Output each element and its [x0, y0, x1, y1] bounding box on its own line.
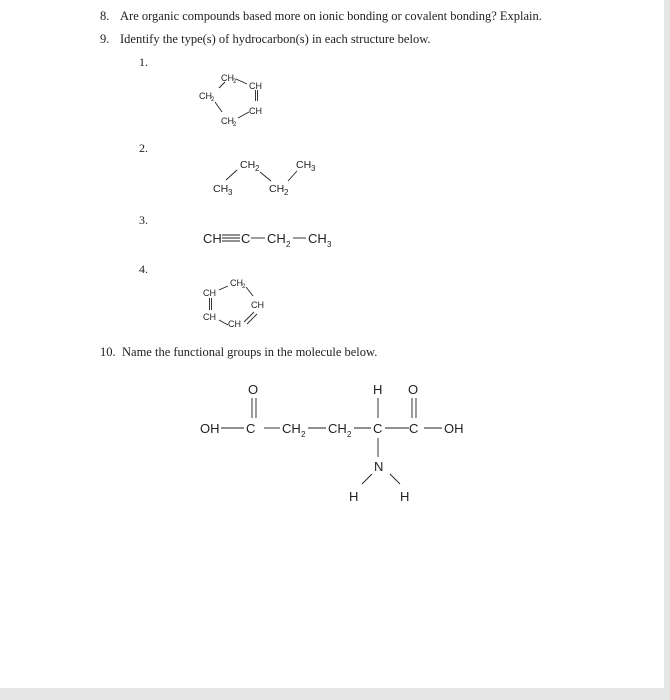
- question-8-text: Are organic compounds based more on ionic bonding or covalent bonding? Explain.: [120, 9, 542, 23]
- s1-ch2-top: CH: [221, 73, 234, 83]
- mol-n: N: [374, 459, 384, 474]
- s2-ch3-right: CH: [296, 159, 312, 171]
- s3-ch3: CH: [308, 231, 327, 246]
- s2-ch2-upper-sub: 2: [255, 164, 260, 173]
- mol-c1: C: [246, 421, 256, 436]
- s4-ch-bottom: CH: [228, 319, 241, 329]
- question-9-number: 9.: [100, 32, 110, 46]
- s3-ch2: CH: [267, 231, 286, 246]
- s3-ch2-sub: 2: [286, 240, 291, 249]
- mol-h-top: H: [373, 382, 383, 397]
- s3-c: C: [241, 231, 251, 246]
- s4-ch-right: CH: [251, 300, 264, 310]
- mol-ch2-a: CH: [282, 421, 301, 436]
- structure-3-number: 3.: [139, 213, 148, 227]
- mol-h-n-right: H: [400, 489, 410, 504]
- s1-ch2-top-sub: 2: [233, 79, 237, 85]
- mol-o1: O: [248, 382, 259, 397]
- right-edge-divider: [664, 0, 670, 700]
- question-8-number: 8.: [100, 9, 110, 23]
- s2-ch2-lower: CH: [269, 183, 285, 195]
- s1-ch2-bottom-sub: 2: [233, 122, 237, 128]
- s4-ch-left-bottom: CH: [203, 312, 216, 322]
- mol-ch2-a-sub: 2: [301, 430, 306, 439]
- s2-ch3-left-sub: 3: [228, 188, 233, 197]
- mol-c-alpha: C: [373, 421, 383, 436]
- s2-ch3-left: CH: [213, 183, 229, 195]
- s1-ch2-left: CH: [199, 91, 212, 101]
- mol-oh-left: OH: [200, 421, 220, 436]
- s1-ch2-left-sub: 2: [211, 97, 215, 103]
- question-9-text: Identify the type(s) of hydrocarbon(s) in each structure below.: [120, 32, 431, 46]
- s1-ch2-bottom: CH: [221, 116, 234, 126]
- s3-ch-start: CH: [203, 231, 222, 246]
- question-10-number: 10.: [100, 345, 116, 359]
- s4-ch2-top: CH: [230, 278, 243, 288]
- s4-ch-left-top: CH: [203, 288, 216, 298]
- bottom-edge-divider: [0, 688, 670, 700]
- mol-o2: O: [408, 382, 419, 397]
- s2-ch2-lower-sub: 2: [284, 188, 289, 197]
- mol-h-n-left: H: [349, 489, 359, 504]
- s2-ch3-right-sub: 3: [311, 164, 316, 173]
- s1-ch-right-top: CH: [249, 81, 262, 91]
- s4-ch2-top-sub: 2: [242, 284, 246, 290]
- s2-ch2-upper: CH: [240, 159, 256, 171]
- structure-4-number: 4.: [139, 262, 148, 276]
- structure-1-number: 1.: [139, 55, 148, 69]
- s1-ch-right-bottom: CH: [249, 106, 262, 116]
- question-10-text: Name the functional groups in the molecule below.: [122, 345, 378, 359]
- mol-oh-right: OH: [444, 421, 464, 436]
- mol-c2: C: [409, 421, 419, 436]
- mol-ch2-b-sub: 2: [347, 430, 352, 439]
- s3-ch3-sub: 3: [327, 240, 332, 249]
- mol-ch2-b: CH: [328, 421, 347, 436]
- structure-2-number: 2.: [139, 141, 148, 155]
